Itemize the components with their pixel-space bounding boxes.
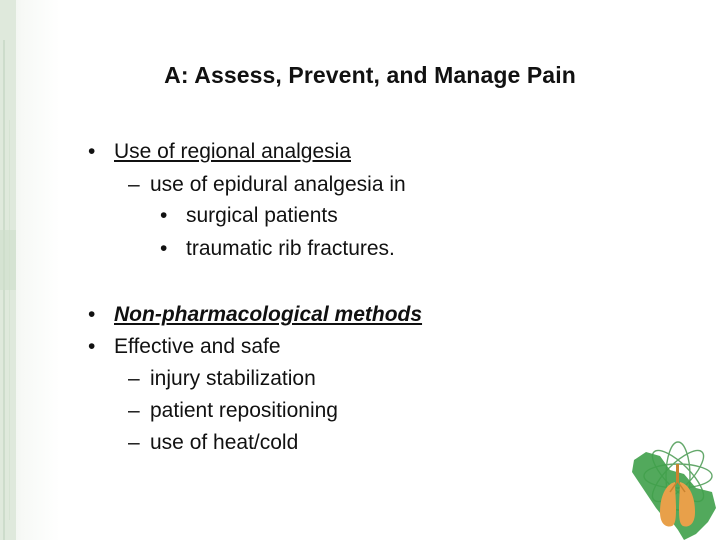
regional-analgesia-heading: Use of regional analgesia — [114, 140, 351, 163]
bullet-marker: • — [160, 237, 168, 260]
organization-logo — [626, 430, 720, 540]
item-heat-cold — [128, 431, 298, 455]
item-rib-fractures — [160, 237, 395, 261]
bullet-marker: • — [160, 204, 168, 227]
dash-marker: – — [128, 431, 140, 454]
item-injury-stabilization — [128, 367, 316, 391]
bullet-effective-safe — [88, 335, 281, 359]
sub-epidural — [128, 173, 406, 197]
dash-marker: – — [128, 367, 140, 390]
bullet-marker: • — [88, 140, 96, 163]
item-patient-repositioning — [128, 399, 338, 423]
bullet-marker: • — [88, 303, 96, 326]
item-text: patient repositioning — [150, 399, 338, 422]
item-text: use of heat/cold — [150, 431, 299, 454]
dash-marker: – — [128, 173, 140, 196]
non-pharmacological-heading: Non-pharmacological methods — [114, 303, 423, 326]
item-text: injury stabilization — [150, 367, 316, 390]
bullet-regional-analgesia — [88, 140, 351, 164]
effective-safe-text: Effective and safe — [114, 335, 281, 358]
item-text: traumatic rib fractures. — [186, 237, 395, 260]
bullet-marker: • — [88, 335, 96, 358]
item-text: surgical patients — [186, 204, 338, 227]
epidural-text: use of epidural analgesia in — [150, 173, 406, 196]
item-surgical-patients — [160, 204, 338, 228]
slide-title: A: Assess, Prevent, and Manage Pain — [164, 62, 576, 88]
dash-marker: – — [128, 399, 140, 422]
bullet-non-pharmacological — [88, 303, 422, 327]
